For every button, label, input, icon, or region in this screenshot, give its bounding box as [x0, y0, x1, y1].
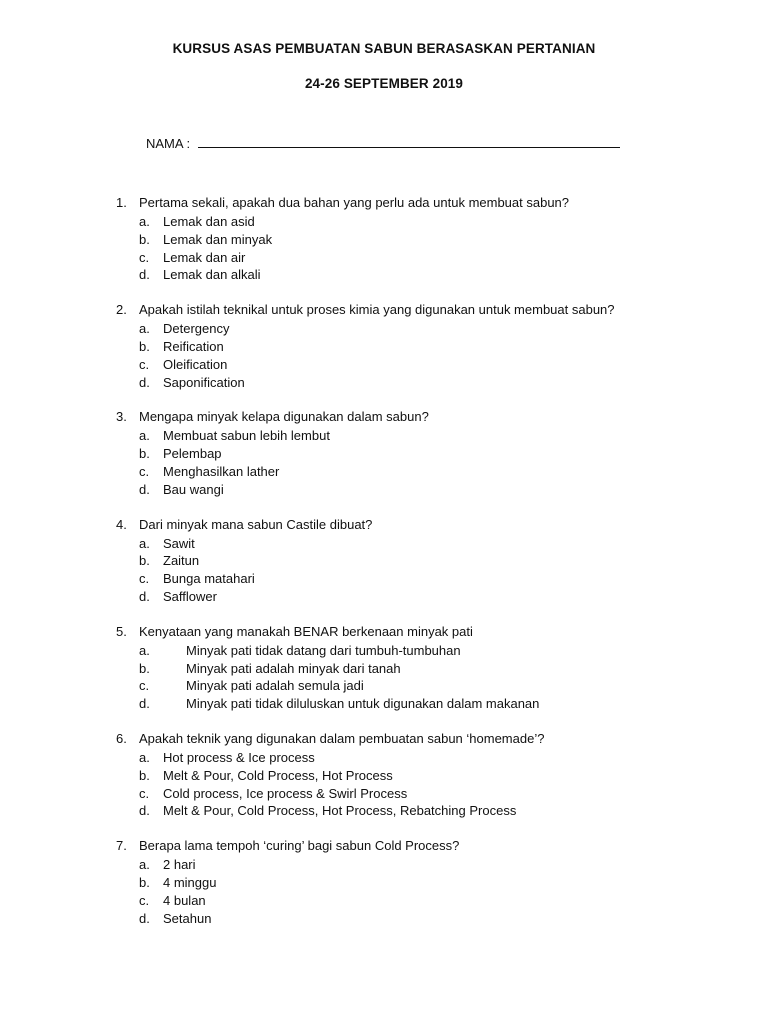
question-line — [0, 624, 768, 642]
option-letter: d. — [139, 374, 150, 390]
option-b — [0, 767, 768, 785]
question-6 — [0, 731, 768, 820]
option-letter: d. — [139, 481, 150, 497]
option-d — [0, 588, 768, 606]
option-b — [0, 660, 768, 678]
question-line — [0, 731, 768, 749]
question-line — [0, 302, 768, 320]
option-letter: d. — [139, 803, 150, 819]
option-letter: b. — [139, 231, 150, 247]
question-1 — [0, 195, 768, 284]
option-text: Cold process, Ice process & Swirl Process — [163, 785, 408, 801]
question-line — [0, 409, 768, 427]
option-a — [0, 535, 768, 553]
option-c — [0, 249, 768, 267]
option-letter: b. — [139, 660, 150, 676]
option-text: Melt & Pour, Cold Process, Hot Process, Rebatching Process — [163, 803, 517, 819]
question-text: Kenyataan yang manakah BENAR berkenaan minyak pati — [139, 623, 473, 639]
option-letter: c. — [139, 892, 150, 908]
option-letter: b. — [139, 767, 150, 783]
question-text: Pertama sekali, apakah dua bahan yang perlu ada untuk membuat sabun? — [139, 195, 570, 210]
question-2 — [0, 302, 768, 391]
option-letter: a. — [139, 642, 150, 658]
question-number: 2. — [116, 302, 127, 318]
option-letter: c. — [139, 356, 150, 372]
option-letter: c. — [139, 463, 150, 479]
option-a — [0, 749, 768, 767]
option-text: 2 hari — [163, 857, 196, 873]
option-letter: c. — [139, 785, 150, 801]
question-list — [0, 195, 768, 945]
option-text: Saponification — [163, 374, 245, 390]
option-b — [0, 338, 768, 356]
option-letter: c. — [139, 678, 150, 694]
name-field-row — [146, 135, 620, 151]
option-text: 4 minggu — [163, 874, 217, 890]
option-text: Lemak dan alkali — [163, 267, 261, 283]
option-letter: a. — [139, 535, 150, 551]
question-text: Apakah teknik yang digunakan dalam pembuatan sabun ‘homemade’? — [139, 730, 545, 746]
option-c — [0, 892, 768, 910]
question-text: Apakah istilah teknikal untuk proses kimia yang digunakan untuk membuat sabun? — [139, 302, 615, 318]
name-label: NAMA : — [146, 136, 194, 151]
option-text: Oleification — [163, 356, 228, 372]
option-letter: c. — [139, 249, 150, 265]
option-text: Bunga matahari — [163, 571, 255, 587]
option-c — [0, 677, 768, 695]
option-d — [0, 481, 768, 499]
option-a — [0, 427, 768, 445]
option-letter: b. — [139, 553, 150, 569]
question-line — [0, 195, 768, 213]
option-text: Menghasilkan lather — [163, 463, 280, 479]
option-d — [0, 374, 768, 392]
option-d — [0, 695, 768, 713]
option-a — [0, 213, 768, 231]
option-c — [0, 785, 768, 803]
option-letter: d. — [139, 267, 150, 283]
option-d — [0, 802, 768, 820]
document-date: 24-26 SEPTEMBER 2019 — [304, 76, 464, 91]
option-text: Hot process & Ice process — [163, 749, 315, 765]
option-c — [0, 463, 768, 481]
question-number: 4. — [116, 516, 127, 532]
option-letter: d. — [139, 588, 150, 604]
option-text: Lemak dan air — [163, 249, 246, 265]
question-7 — [0, 838, 768, 927]
option-text: Setahun — [163, 910, 212, 926]
option-d — [0, 266, 768, 284]
option-letter: d. — [139, 696, 150, 712]
question-3 — [0, 409, 768, 498]
option-letter: b. — [139, 874, 150, 890]
option-letter: a. — [139, 749, 150, 765]
option-letter: b. — [139, 446, 150, 462]
option-text: Minyak pati adalah minyak dari tanah — [186, 660, 401, 676]
question-5 — [0, 624, 768, 713]
question-line — [0, 838, 768, 856]
option-b — [0, 445, 768, 463]
option-text: Minyak pati tidak diluluskan untuk digunakan dalam makanan — [186, 696, 540, 712]
option-letter: c. — [139, 571, 150, 587]
question-number: 1. — [116, 195, 127, 210]
option-text: 4 bulan — [163, 892, 206, 908]
option-text: Detergency — [163, 321, 230, 337]
option-b — [0, 874, 768, 892]
question-number: 3. — [116, 409, 127, 425]
option-text: Melt & Pour, Cold Process, Hot Process — [163, 767, 393, 783]
option-d — [0, 910, 768, 928]
option-text: Lemak dan minyak — [163, 231, 273, 247]
option-a — [0, 320, 768, 338]
option-b — [0, 231, 768, 249]
option-letter: a. — [139, 214, 150, 229]
option-a — [0, 642, 768, 660]
option-c — [0, 570, 768, 588]
option-text: Membuat sabun lebih lembut — [163, 428, 330, 444]
option-text: Bau wangi — [163, 481, 224, 497]
question-line — [0, 517, 768, 535]
question-number: 6. — [116, 730, 127, 746]
question-number: 5. — [116, 623, 127, 639]
question-4 — [0, 517, 768, 606]
question-number: 7. — [116, 838, 127, 854]
question-text: Berapa lama tempoh ‘curing’ bagi sabun Cold Process? — [139, 838, 460, 854]
option-text: Minyak pati adalah semula jadi — [186, 678, 364, 694]
option-letter: b. — [139, 338, 150, 354]
document-title: KURSUS ASAS PEMBUATAN SABUN BERASASKAN PERTANIAN — [172, 41, 596, 56]
option-text: Zaitun — [163, 553, 200, 569]
question-text: Dari minyak mana sabun Castile dibuat? — [139, 516, 373, 532]
option-b — [0, 552, 768, 570]
question-text: Mengapa minyak kelapa digunakan dalam sabun? — [139, 409, 429, 425]
option-c — [0, 356, 768, 374]
option-letter: a. — [139, 428, 150, 444]
option-text: Minyak pati tidak datang dari tumbuh-tumbuhan — [186, 642, 461, 658]
option-letter: a. — [139, 321, 150, 337]
option-letter: d. — [139, 910, 150, 926]
option-text: Pelembap — [163, 446, 222, 462]
option-text: Sawit — [163, 535, 195, 551]
name-blank-line[interactable] — [198, 135, 620, 148]
option-text: Safflower — [163, 588, 217, 604]
option-letter: a. — [139, 857, 150, 873]
option-text: Lemak dan asid — [163, 214, 255, 229]
option-text: Reification — [163, 338, 224, 354]
option-a — [0, 856, 768, 874]
